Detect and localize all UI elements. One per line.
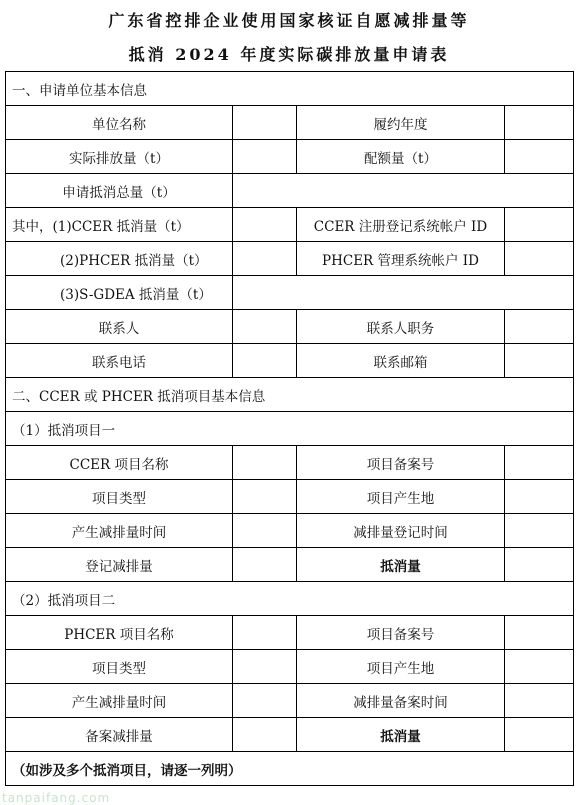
p1-location-field[interactable] [505,480,574,514]
p1-record-no-field[interactable] [505,446,574,480]
phcer-offset-field[interactable] [233,242,297,276]
application-form-table [5,71,574,786]
p1-reg-time-field[interactable] [505,514,574,548]
section-2-heading: 二、CCER 或 PHCER 抵消项目基本信息 [6,378,574,412]
p1-location-label: 项目产生地 [297,480,505,514]
p1-record-no-label: 项目备案号 [297,446,505,480]
p1-offset-field[interactable] [505,548,574,582]
p2-registered-label: 备案减排量 [6,718,233,752]
p2-reg-time-label: 减排量备案时间 [297,684,505,718]
form-title-line-1: 广东省控排企业使用国家核证自愿减排量等 [108,11,470,30]
contact-person-label: 联系人 [6,310,233,344]
p1-offset-label: 抵消量 [297,548,505,582]
ccer-offset-label: 其中，(1)CCER 抵消量（t） [6,208,233,242]
unit-name-field[interactable] [233,106,297,140]
p1-name-label: CCER 项目名称 [6,446,233,480]
p2-name-field[interactable] [233,616,297,650]
contact-phone-label: 联系电话 [6,344,233,378]
p1-reg-time-label: 减排量登记时间 [297,514,505,548]
p2-location-field[interactable] [505,650,574,684]
contact-person-field[interactable] [233,310,297,344]
p2-registered-field[interactable] [233,718,297,752]
p2-reg-time-field[interactable] [505,684,574,718]
actual-emissions-label: 实际排放量（t） [6,140,233,174]
unit-name-label: 单位名称 [6,106,233,140]
ccer-offset-field[interactable] [233,208,297,242]
ccer-account-field[interactable] [505,208,574,242]
quota-label: 配额量（t） [297,140,505,174]
contact-email-label: 联系邮箱 [297,344,505,378]
p1-name-field[interactable] [233,446,297,480]
multi-project-note: （如涉及多个抵消项目，请逐一列明） [6,752,574,786]
phcer-account-field[interactable] [505,242,574,276]
p1-gen-time-label: 产生减排量时间 [6,514,233,548]
ccer-account-label: CCER 注册登记系统帐户 ID [297,208,505,242]
p2-gen-time-field[interactable] [233,684,297,718]
p2-type-label: 项目类型 [6,650,233,684]
contact-title-label: 联系人职务 [297,310,505,344]
compliance-year-label: 履约年度 [297,106,505,140]
total-offset-label: 申请抵消总量（t） [6,174,233,208]
sgdea-offset-label: (3)S-GDEA 抵消量（t） [6,276,233,310]
form-title-line-2: 抵消 2024 年度实际碳排放量申请表 [128,45,450,64]
compliance-year-field[interactable] [505,106,574,140]
sgdea-offset-field[interactable] [233,276,574,310]
actual-emissions-field[interactable] [233,140,297,174]
section-1-heading: 一、申请单位基本信息 [6,72,574,106]
project-1-heading: （1）抵消项目一 [6,412,574,446]
p2-location-label: 项目产生地 [297,650,505,684]
p2-gen-time-label: 产生减排量时间 [6,684,233,718]
quota-field[interactable] [505,140,574,174]
p2-type-field[interactable] [233,650,297,684]
phcer-offset-label: (2)PHCER 抵消量（t） [6,242,233,276]
project-2-heading: （2）抵消项目二 [6,582,574,616]
p2-offset-label: 抵消量 [297,718,505,752]
p1-gen-time-field[interactable] [233,514,297,548]
p2-offset-field[interactable] [505,718,574,752]
p1-registered-field[interactable] [233,548,297,582]
p2-record-no-label: 项目备案号 [297,616,505,650]
p2-record-no-field[interactable] [505,616,574,650]
total-offset-field[interactable] [233,174,574,208]
phcer-account-label: PHCER 管理系统帐户 ID [297,242,505,276]
p1-registered-label: 登记减排量 [6,548,233,582]
site-watermark: tanpaifang.com [2,791,111,805]
contact-title-field[interactable] [505,310,574,344]
p2-name-label: PHCER 项目名称 [6,616,233,650]
contact-phone-field[interactable] [233,344,297,378]
p1-type-label: 项目类型 [6,480,233,514]
contact-email-field[interactable] [505,344,574,378]
p1-type-field[interactable] [233,480,297,514]
